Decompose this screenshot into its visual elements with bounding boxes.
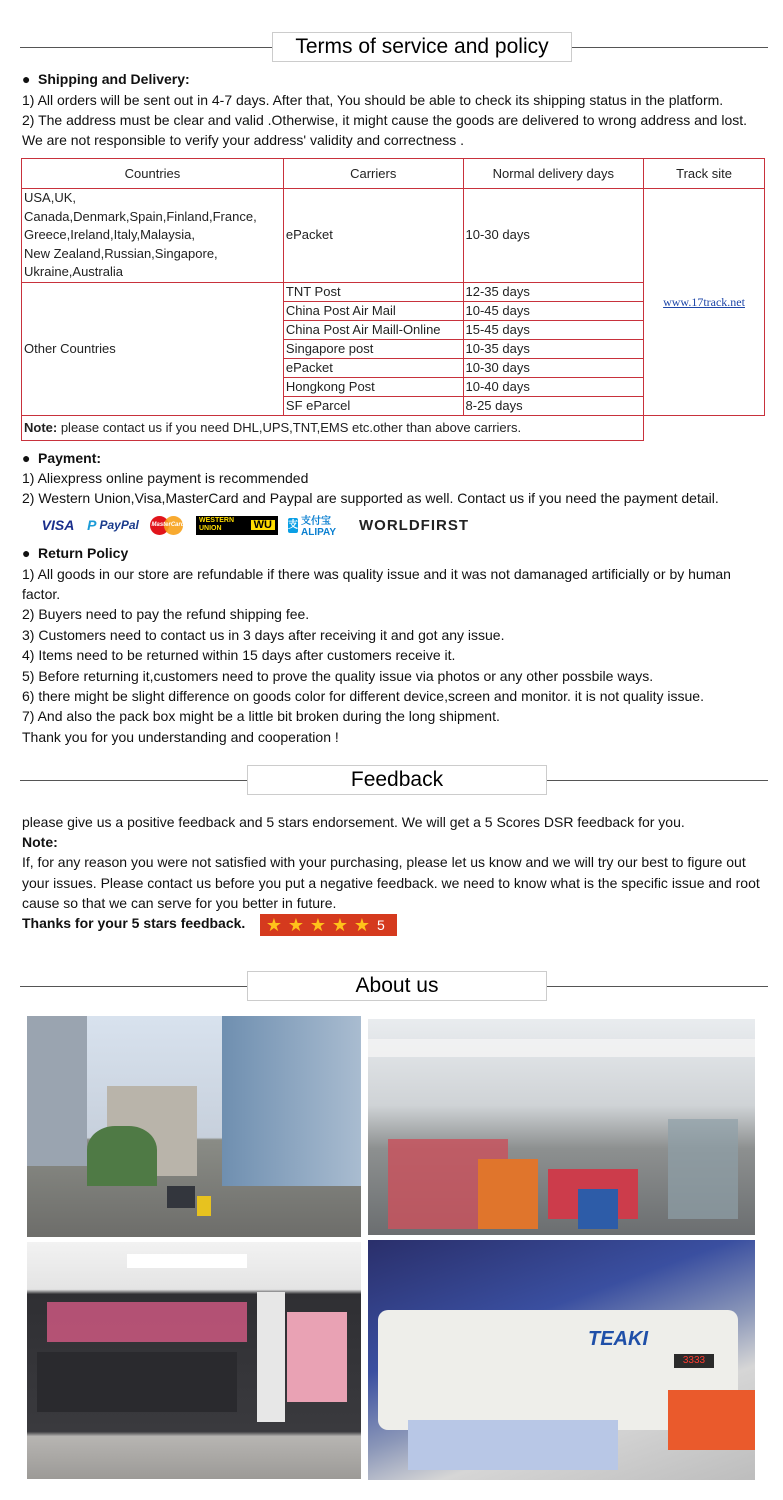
shipping-heading: ● Shipping and Delivery:: [22, 71, 190, 87]
western-union-logo: WESTERN UNION WU: [196, 516, 278, 535]
feedback-note-line-1: If, for any reason you were not satisfied with your purchasing, please let us know and we will try our best to figure out: [22, 854, 746, 870]
about-title: About us: [247, 971, 547, 1001]
carrier-cell: Singapore post: [283, 339, 463, 358]
feedback-note-label: Note:: [22, 834, 58, 850]
carrier-cell: China Post Air Maill-Online: [283, 320, 463, 339]
shipping-table: [21, 158, 765, 441]
shipping-line-3: We are not responsible to verify your address' validity and correctness .: [22, 132, 465, 148]
countries-group-1: USA,UK, Canada,Denmark,Spain,Finland,France, Greece,Ireland,Italy,Malaysia, New Zealand,Russian,Singapore, Ukraine,Australia: [22, 189, 284, 283]
return-line-2: factor.: [22, 586, 61, 602]
carrier-cell: China Post Air Mail: [283, 301, 463, 320]
star-icon: ★: [331, 915, 349, 935]
carrier-cell: ePacket: [283, 189, 463, 283]
table-header-row: [22, 159, 765, 189]
worldfirst-logo: WORLDFIRST: [359, 516, 469, 534]
feedback-line-1: please give us a positive feedback and 5 stars endorsement. We will get a 5 Scores DSR feedback for you.: [22, 814, 685, 830]
return-line-3: 2) Buyers need to pay the refund shipping fee.: [22, 606, 310, 622]
payment-line-2: 2) Western Union,Visa,MasterCard and Paypal are supported as well. Contact us if you need the payment detail.: [22, 490, 719, 506]
days-cell: 10-35 days: [463, 339, 644, 358]
return-line-9: Thank you for you understanding and cooperation !: [22, 729, 339, 745]
feedback-note-line-2: your issues. Please contact us before you put a negative feedback. we need to know what is the specific issue and root: [22, 875, 760, 891]
sewing-workshop-photo: [368, 1019, 755, 1235]
showroom-photo: [27, 1242, 361, 1479]
days-cell: 10-40 days: [463, 377, 644, 396]
days-cell: 15-45 days: [463, 320, 644, 339]
table-row: [22, 189, 765, 283]
return-line-8: 7) And also the pack box might be a little bit broken during the long shipment.: [22, 708, 500, 724]
five-star-rating: [260, 914, 397, 936]
terms-section-header: [20, 32, 768, 62]
payment-line-1: 1) Aliexpress online payment is recommended: [22, 470, 309, 486]
table-note-row: [22, 415, 765, 440]
factory-building-photo: [27, 1016, 361, 1237]
countries-group-2: Other Countries: [22, 282, 284, 415]
return-line-1: 1) All goods in our store are refundable if there was quality issue and it was not damanaged artificially or by human: [22, 566, 731, 582]
feedback-title: Feedback: [247, 765, 547, 795]
about-section-header: [20, 971, 768, 1001]
terms-title: Terms of service and policy: [272, 32, 572, 62]
carrier-cell: TNT Post: [283, 282, 463, 301]
header-delivery-days: Normal delivery days: [463, 159, 644, 189]
return-line-6: 5) Before returning it,customers need to prove the quality issue via photos or any other possbile ways.: [22, 668, 654, 684]
payment-logos: [40, 514, 476, 536]
days-cell: 10-45 days: [463, 301, 644, 320]
track-site-link[interactable]: www.17track.net: [644, 189, 765, 416]
days-cell: 12-35 days: [463, 282, 644, 301]
header-track-site: Track site: [644, 159, 765, 189]
shipping-line-1: 1) All orders will be sent out in 4-7 days. After that, You should be able to check its shipping status in the platform.: [22, 92, 724, 108]
return-heading: ● Return Policy: [22, 545, 129, 561]
header-carriers: Carriers: [283, 159, 463, 189]
star-icon: ★: [353, 915, 371, 935]
sewing-machine-photo: [368, 1240, 755, 1480]
paypal-logo: P PayPal: [87, 517, 139, 533]
feedback-thanks: Thanks for your 5 stars feedback.: [22, 915, 246, 931]
return-line-7: 6) there might be slight difference on goods color for different device,screen and monitor. it is not quality issue.: [22, 688, 704, 704]
machine-display: 3333: [674, 1354, 714, 1368]
star-icon: ★: [309, 915, 327, 935]
return-line-5: 4) Items need to be returned within 15 days after customers receive it.: [22, 647, 456, 663]
return-line-4: 3) Customers need to contact us in 3 days after receiving it and got any issue.: [22, 627, 505, 643]
star-icon: ★: [287, 915, 305, 935]
star-icon: ★: [265, 915, 283, 935]
days-cell: 10-30 days: [463, 189, 644, 283]
alipay-logo: 支 支付宝 ALIPAY: [288, 516, 337, 538]
header-countries: Countries: [22, 159, 284, 189]
shipping-line-2: 2) The address must be clear and valid .Otherwise, it might cause the goods are delivered to wrong address and lost.: [22, 112, 748, 128]
visa-logo: VISA: [41, 517, 75, 533]
star-score: 5: [377, 917, 385, 933]
mastercard-logo: MasterCard: [150, 516, 186, 535]
carrier-cell: ePacket: [283, 358, 463, 377]
payment-heading: ● Payment:: [22, 450, 102, 466]
carrier-cell: SF eParcel: [283, 396, 463, 415]
days-cell: 10-30 days: [463, 358, 644, 377]
days-cell: 8-25 days: [463, 396, 644, 415]
machine-brand-label: TEAKI: [588, 1328, 648, 1350]
feedback-section-header: [20, 765, 768, 795]
feedback-note-line-3: cause so that we can serve for you better in future.: [22, 895, 337, 911]
table-note: Note: please contact us if you need DHL,UPS,TNT,EMS etc.other than above carriers.: [22, 415, 644, 440]
carrier-cell: Hongkong Post: [283, 377, 463, 396]
